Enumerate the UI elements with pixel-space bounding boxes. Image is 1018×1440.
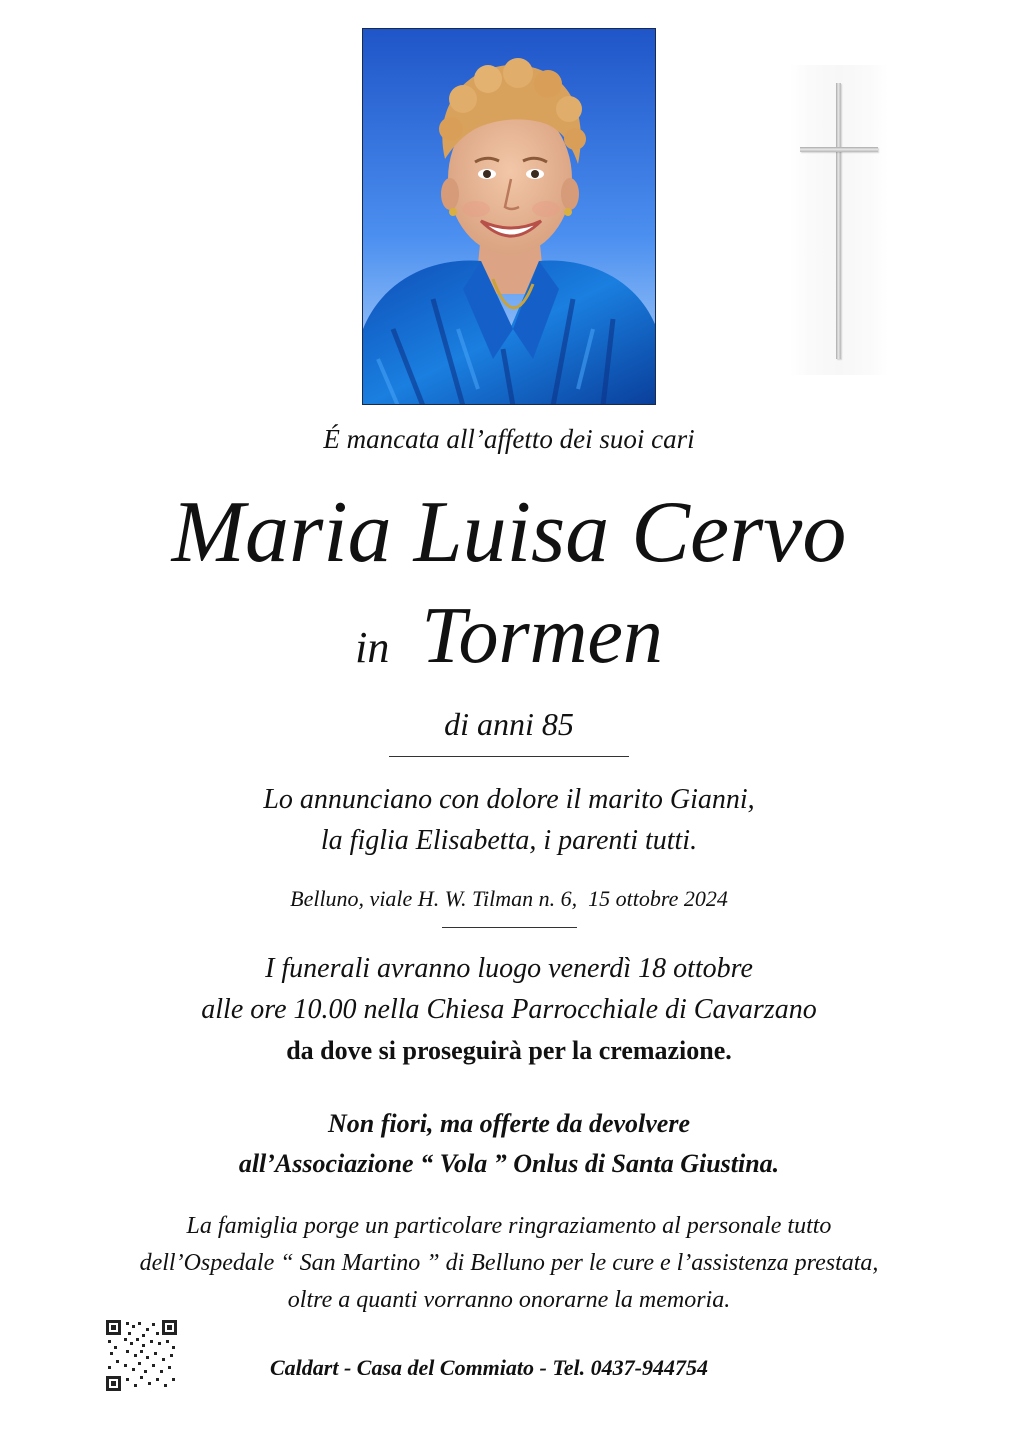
- funeral-line: alle ore 10.00 nella Chiesa Parrocchiale di Cavarzano: [201, 994, 817, 1025]
- deceased-portrait-photo: [362, 28, 656, 405]
- divider: [442, 927, 577, 928]
- qr-code-icon[interactable]: [106, 1320, 177, 1391]
- funeral-home-contact: Caldart - Casa del Commiato - Tel. 0437-944754: [270, 1355, 708, 1380]
- thanks-line: oltre a quanti vorranno onorarne la memoria.: [287, 1287, 731, 1313]
- cross-icon: [790, 65, 888, 375]
- announcement-line: Lo annunciano con dolore il marito Gianni,: [263, 784, 755, 815]
- donation-line: all’Associazione “ Vola ” Onlus di Santa Giustina.: [238, 1149, 780, 1178]
- married-surname: Tormen: [421, 592, 663, 680]
- thanks-line: dell’Ospedale “ San Martino ” di Belluno per le cure e l’assistenza prestata,: [139, 1250, 879, 1276]
- thanks-line: La famiglia porge un particolare ringraziamento al personale tutto: [186, 1213, 832, 1239]
- address-date: Belluno, viale H. W. Tilman n. 6, 15 ottobre 2024: [290, 886, 728, 911]
- married-prefix: in: [355, 623, 390, 672]
- age-text: di anni 85: [444, 706, 574, 742]
- donation-line: Non fiori, ma offerte da devolvere: [328, 1109, 690, 1138]
- intro-text: É mancata all’affetto dei suoi cari: [323, 424, 695, 454]
- deceased-name: Maria Luisa Cervo: [171, 484, 847, 581]
- announcement-line: la figlia Elisabetta, i parenti tutti.: [320, 825, 698, 856]
- funeral-line: I funerali avranno luogo venerdì 18 ottobre: [265, 953, 753, 984]
- funeral-cremation-line: da dove si proseguirà per la cremazione.: [286, 1036, 732, 1065]
- divider: [389, 756, 629, 757]
- married-name-line: [0, 588, 1018, 706]
